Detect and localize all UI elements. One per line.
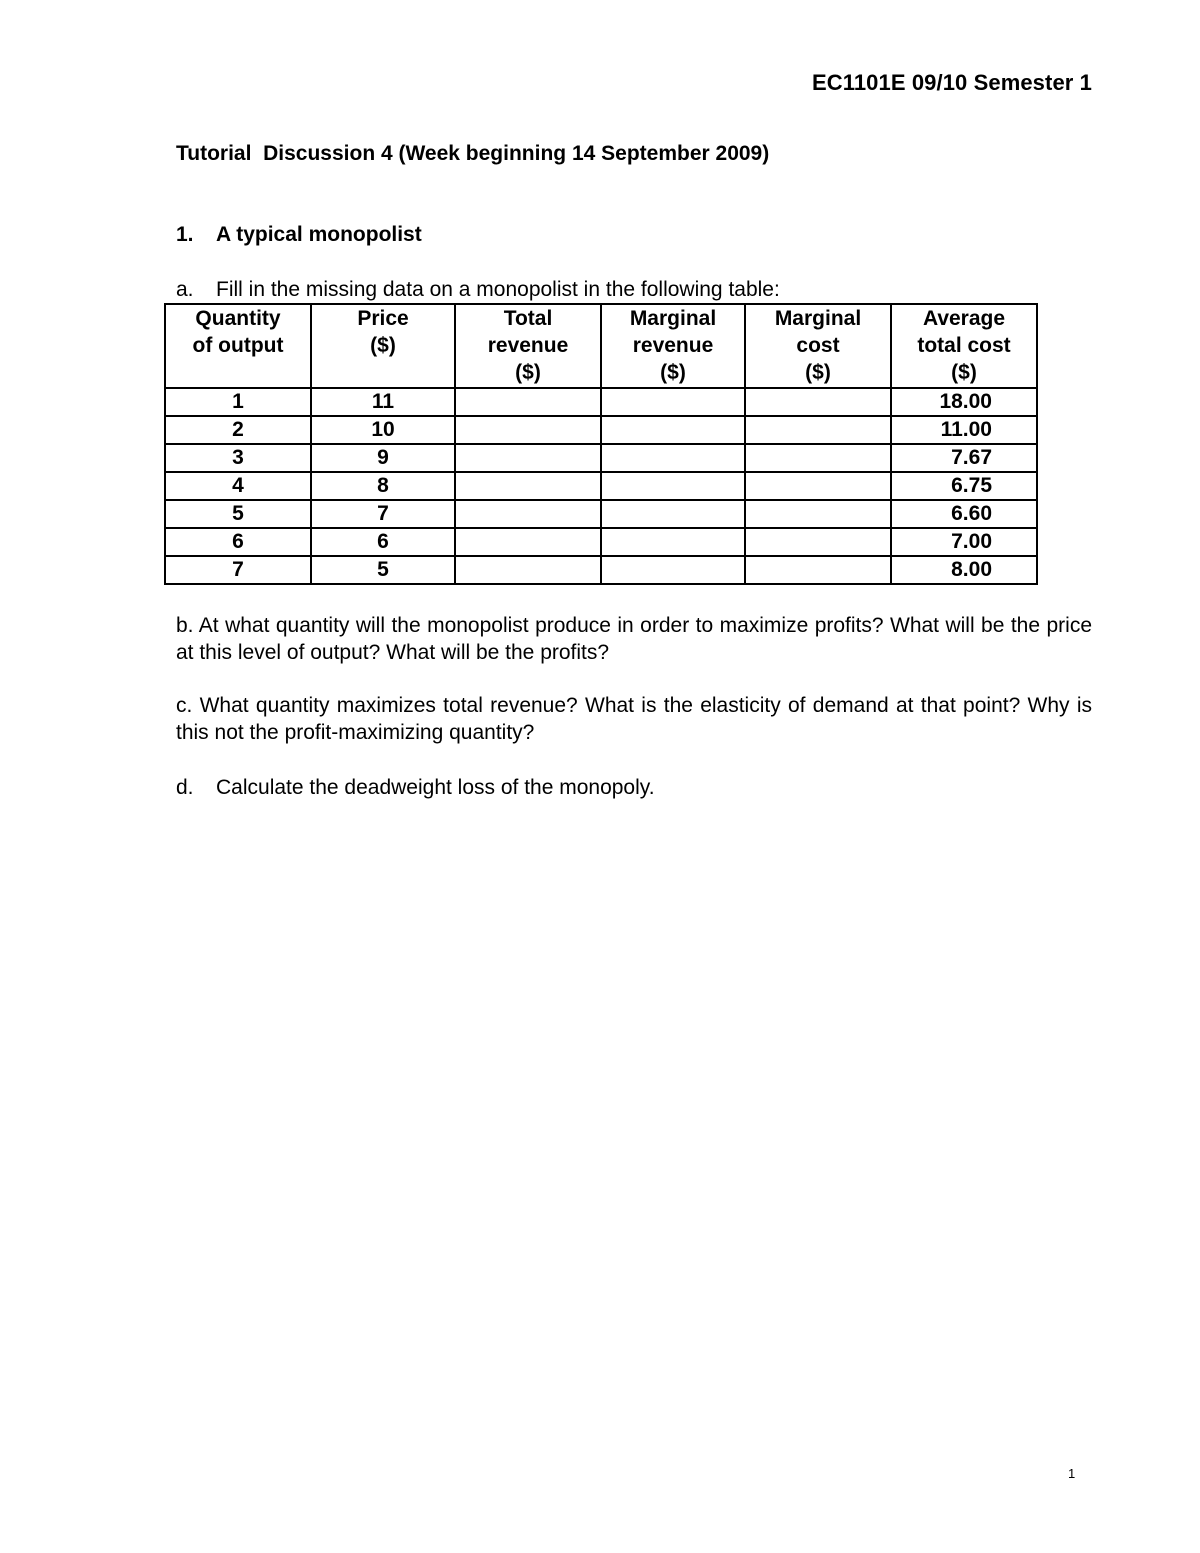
section-number: 1. bbox=[176, 223, 194, 246]
cell-marginal-cost bbox=[745, 556, 891, 584]
cell-total-revenue bbox=[455, 388, 601, 416]
question-d-letter: d. bbox=[176, 776, 194, 799]
header-average-total-cost bbox=[891, 304, 1037, 388]
cell-price: 7 bbox=[311, 500, 455, 528]
monopolist-table bbox=[164, 303, 1038, 585]
question-a bbox=[176, 278, 780, 302]
cell-marginal-revenue bbox=[601, 528, 745, 556]
cell-average-total-cost: 18.00 bbox=[891, 388, 1037, 416]
header-line: ($) bbox=[951, 361, 977, 384]
cell-price: 11 bbox=[311, 388, 455, 416]
header-total-revenue bbox=[455, 304, 601, 388]
cell-total-revenue bbox=[455, 528, 601, 556]
header-line: revenue bbox=[487, 334, 569, 357]
table-row bbox=[165, 388, 1037, 416]
header-marginal-revenue bbox=[601, 304, 745, 388]
cell-marginal-revenue bbox=[601, 472, 745, 500]
cell-total-revenue bbox=[455, 416, 601, 444]
header-line: Price bbox=[357, 307, 409, 330]
cell-marginal-revenue bbox=[601, 500, 745, 528]
header-line: Total bbox=[503, 307, 553, 330]
cell-price: 6 bbox=[311, 528, 455, 556]
header-marginal-cost bbox=[745, 304, 891, 388]
cell-average-total-cost: 7.67 bbox=[891, 444, 1037, 472]
cell-price: 8 bbox=[311, 472, 455, 500]
cell-marginal-cost bbox=[745, 388, 891, 416]
table-row bbox=[165, 500, 1037, 528]
cell-marginal-revenue bbox=[601, 388, 745, 416]
cell-marginal-cost bbox=[745, 472, 891, 500]
header-price bbox=[311, 304, 455, 388]
cell-total-revenue bbox=[455, 472, 601, 500]
cell-marginal-revenue bbox=[601, 444, 745, 472]
header-line: revenue bbox=[632, 334, 714, 357]
cell-total-revenue bbox=[455, 556, 601, 584]
tutorial-title: Tutorial Discussion 4 (Week beginning 14 September 2009) bbox=[176, 142, 770, 165]
cell-marginal-revenue bbox=[601, 416, 745, 444]
cell-quantity: 6 bbox=[165, 528, 311, 556]
question-b: b. At what quantity will the monopolist produce in order to maximize profits? What will be the price at this level of output? What will be the profits? bbox=[176, 614, 1092, 664]
cell-marginal-revenue bbox=[601, 556, 745, 584]
header-line: ($) bbox=[370, 334, 396, 357]
cell-quantity: 3 bbox=[165, 444, 311, 472]
header-line: Marginal bbox=[774, 307, 862, 330]
cell-marginal-cost bbox=[745, 444, 891, 472]
table-row bbox=[165, 528, 1037, 556]
header-line: of output bbox=[192, 334, 284, 357]
question-d-text: Calculate the deadweight loss of the monopoly. bbox=[216, 776, 655, 799]
cell-average-total-cost: 6.60 bbox=[891, 500, 1037, 528]
header-line: ($) bbox=[805, 361, 831, 384]
header-line: Quantity bbox=[195, 307, 281, 330]
cell-marginal-cost bbox=[745, 528, 891, 556]
header-line: ($) bbox=[660, 361, 686, 384]
header-line: cost bbox=[796, 334, 840, 357]
course-header: EC1101E 09/10 Semester 1 bbox=[811, 70, 1092, 95]
section-title: A typical monopolist bbox=[216, 223, 422, 246]
cell-average-total-cost: 8.00 bbox=[891, 556, 1037, 584]
cell-marginal-cost bbox=[745, 416, 891, 444]
header-line: total cost bbox=[917, 334, 1011, 357]
cell-marginal-cost bbox=[745, 500, 891, 528]
header-quantity bbox=[165, 304, 311, 388]
table-row bbox=[165, 472, 1037, 500]
page-number: 1 bbox=[1068, 1466, 1076, 1481]
table-row bbox=[165, 556, 1037, 584]
cell-average-total-cost: 6.75 bbox=[891, 472, 1037, 500]
table-row bbox=[165, 416, 1037, 444]
cell-total-revenue bbox=[455, 500, 601, 528]
cell-price: 9 bbox=[311, 444, 455, 472]
cell-quantity: 5 bbox=[165, 500, 311, 528]
cell-price: 5 bbox=[311, 556, 455, 584]
table-row bbox=[165, 444, 1037, 472]
header-line: ($) bbox=[515, 361, 541, 384]
cell-average-total-cost: 7.00 bbox=[891, 528, 1037, 556]
header-line: Marginal bbox=[629, 307, 717, 330]
section-heading bbox=[176, 223, 422, 247]
cell-quantity: 4 bbox=[165, 472, 311, 500]
cell-quantity: 2 bbox=[165, 416, 311, 444]
cell-average-total-cost: 11.00 bbox=[891, 416, 1037, 444]
question-c: c. What quantity maximizes total revenue? What is the elasticity of demand at that point? Why is this not the profit-maximizing quantity? bbox=[176, 694, 1092, 744]
cell-price: 10 bbox=[311, 416, 455, 444]
cell-quantity: 1 bbox=[165, 388, 311, 416]
question-a-letter: a. bbox=[176, 278, 194, 301]
question-d bbox=[176, 774, 1092, 801]
cell-quantity: 7 bbox=[165, 556, 311, 584]
table-header-row bbox=[165, 304, 1037, 388]
question-a-text: Fill in the missing data on a monopolist in the following table: bbox=[216, 278, 780, 301]
header-line: Average bbox=[922, 307, 1006, 330]
cell-total-revenue bbox=[455, 444, 601, 472]
